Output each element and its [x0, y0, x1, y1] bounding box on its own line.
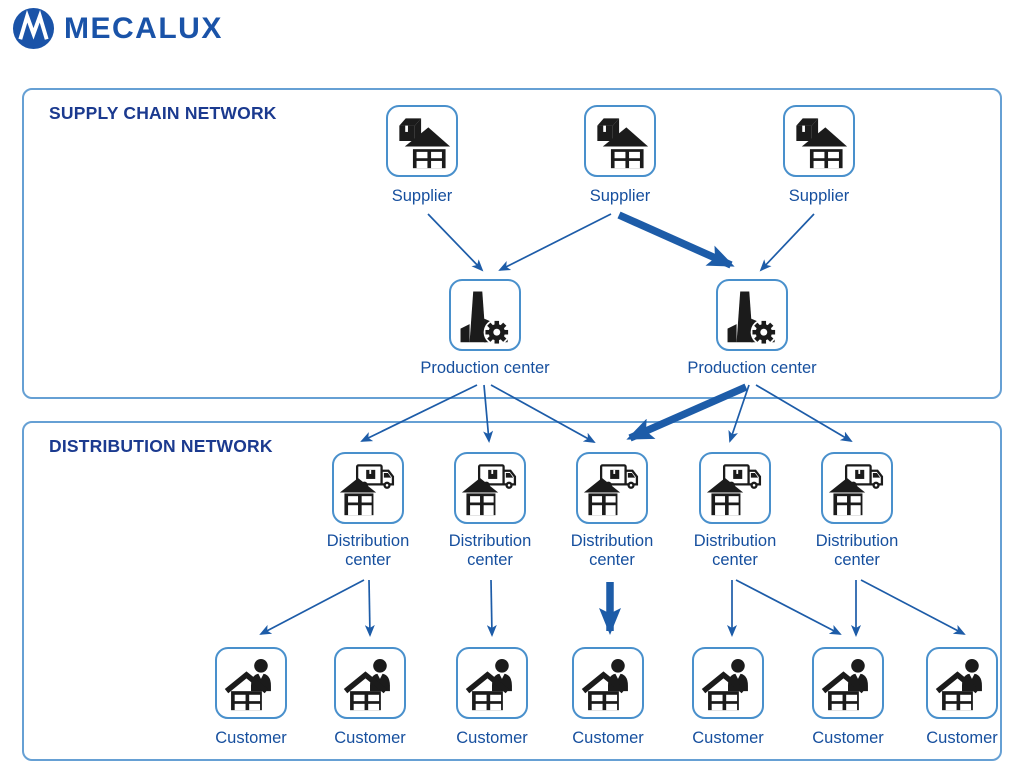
production-label: Production center [420, 359, 550, 377]
distribution-label: Distribution center [326, 532, 410, 569]
distribution-network-title: DISTRIBUTION NETWORK [49, 436, 273, 456]
production-label: Production center [687, 359, 817, 377]
customer-label: Customer [215, 729, 287, 747]
supplier-label: Supplier [391, 187, 453, 205]
brand-header [12, 7, 223, 50]
distribution-label: Distribution center [570, 532, 654, 569]
customer-label: Customer [334, 729, 406, 747]
distribution-label: Distribution center [448, 532, 532, 569]
customer-label: Customer [812, 729, 884, 747]
logo-wordmark: MECALUX [64, 11, 223, 45]
mecalux-m-icon [12, 7, 55, 50]
supplier-label: Supplier [589, 187, 651, 205]
customer-label: Customer [692, 729, 764, 747]
supplier-label: Supplier [788, 187, 850, 205]
customer-label: Customer [926, 729, 998, 747]
distribution-label: Distribution center [693, 532, 777, 569]
distribution-network-panel [22, 421, 1002, 761]
customer-label: Customer [572, 729, 644, 747]
distribution-label: Distribution center [815, 532, 899, 569]
supply-chain-network-panel [22, 88, 1002, 399]
supply-chain-network-title: SUPPLY CHAIN NETWORK [49, 103, 277, 123]
customer-label: Customer [456, 729, 528, 747]
